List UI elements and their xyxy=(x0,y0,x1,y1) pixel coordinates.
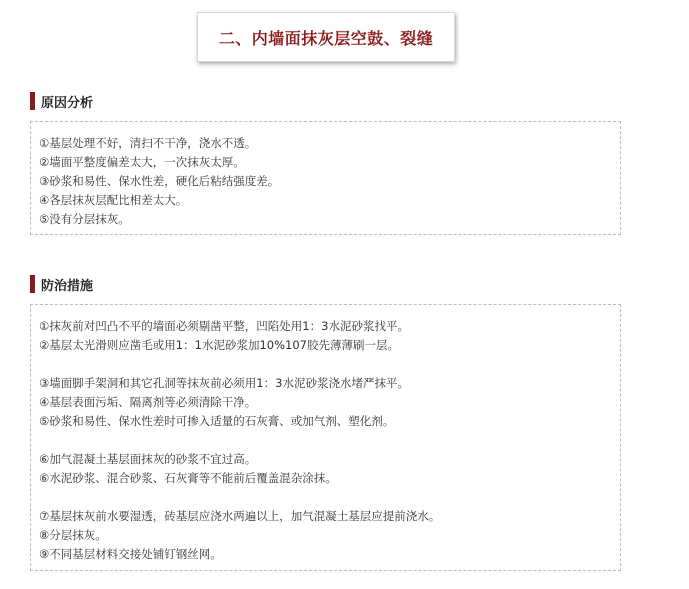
measures-heading-text: 防治措施 xyxy=(41,278,94,294)
measure-item: ④基层表面污垢、隔离剂等必须清除干净。 xyxy=(39,395,257,409)
measure-item: ①抹灰前对凹凸不平的墙面必须剔凿平整，凹陷处用1：3水泥砂浆找平。 xyxy=(39,319,409,333)
page-title: 二、内墙面抹灰层空鼓、裂缝 xyxy=(218,28,434,48)
cause-item: ⑤没有分层抹灰。 xyxy=(39,212,130,226)
measure-item: ⑥加气混凝土基层面抹灰的砂浆不宜过高。 xyxy=(39,452,257,466)
measure-item: ⑥水泥砂浆、混合砂浆、石灰膏等不能前后覆盖混杂涂抹。 xyxy=(39,471,337,485)
measure-item: ⑧分层抹灰。 xyxy=(39,528,107,542)
measures-section-heading xyxy=(30,275,93,293)
measure-item: ③墙面脚手架洞和其它孔洞等抹灰前必须用1：3水泥砂浆浇水堵严抹平。 xyxy=(39,376,409,390)
cause-panel xyxy=(30,121,621,235)
cause-item: ③砂浆和易性、保水性差，硬化后粘结强度差。 xyxy=(39,174,280,188)
measures-panel xyxy=(30,304,621,571)
group-spacer xyxy=(39,488,620,507)
measure-item: ⑦基层抹灰前水要湿透，砖基层应浇水两遍以上，加气混凝土基层应提前浇水。 xyxy=(39,509,441,523)
title-box xyxy=(197,12,455,62)
measure-item: ⑨不同基层材料交接处铺钉钢丝网。 xyxy=(39,547,222,561)
group-spacer xyxy=(39,431,620,450)
cause-item: ②墙面平整度偏差太大，一次抹灰太厚。 xyxy=(39,155,245,169)
group-spacer xyxy=(39,355,620,374)
cause-item: ①基层处理不好，清扫不干净，浇水不透。 xyxy=(39,136,257,150)
measure-item: ⑤砂浆和易性、保水性差时可掺入适量的石灰膏、或加气剂、塑化剂。 xyxy=(39,414,395,428)
cause-item: ④各层抹灰层配比相差太大。 xyxy=(39,193,188,207)
cause-section-heading xyxy=(30,92,93,110)
measure-item: ②基层太光滑则应凿毛或用1：1水泥砂浆加10%107胶先薄薄刷一层。 xyxy=(39,338,399,352)
cause-heading-text: 原因分析 xyxy=(41,95,94,111)
